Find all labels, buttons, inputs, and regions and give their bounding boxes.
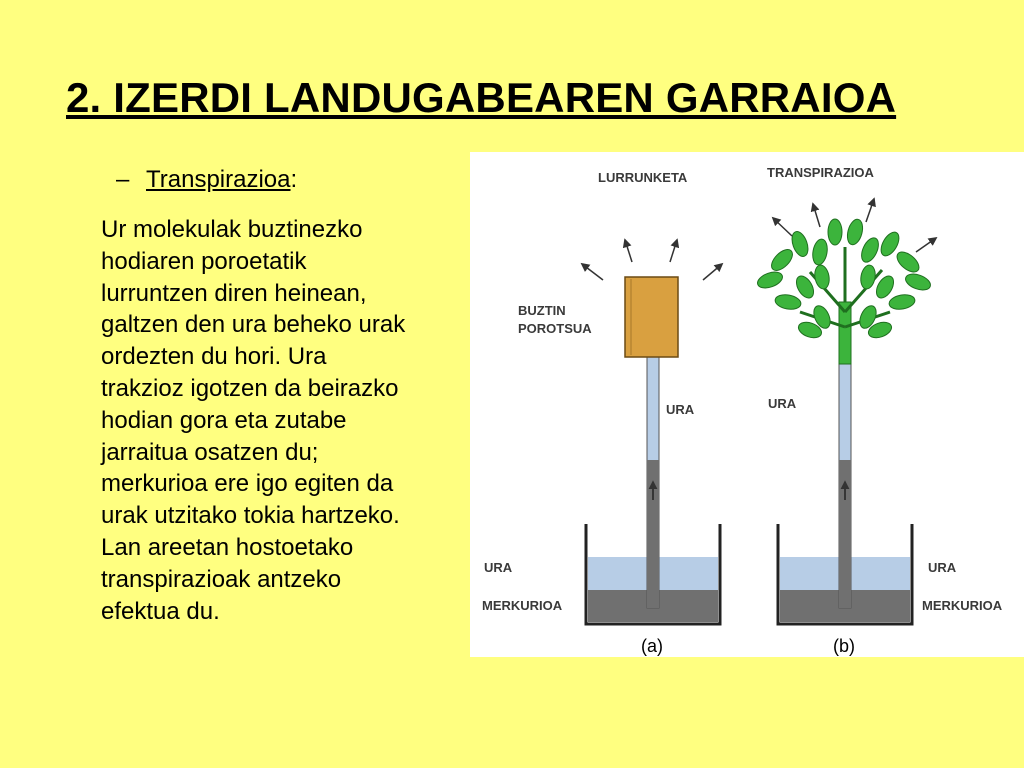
bullet-colon: : <box>290 166 298 193</box>
label-ura-left: URA <box>484 560 513 575</box>
transpiration-diagram <box>470 152 1024 657</box>
caption-a: (a) <box>641 636 663 656</box>
caption-b: (b) <box>833 636 855 656</box>
body-line: urak utzitako tokia hartzeko. <box>101 502 400 530</box>
plant-shoot <box>755 218 932 364</box>
apparatus-a <box>482 170 722 656</box>
body-line: trakzioz igotzen da beirazko <box>101 374 399 402</box>
label-ura-tube-b: URA <box>768 396 797 411</box>
body-line: Ur molekulak buztinezko <box>101 216 363 243</box>
body-paragraph <box>101 214 471 627</box>
label-ura-right: URA <box>928 560 957 575</box>
body-line: galtzen den ura beheko urak <box>101 311 406 339</box>
label-ura-tube-a: URA <box>666 402 695 417</box>
porous-clay-cup <box>625 277 678 357</box>
body-line: Lan areetan hostoetako <box>101 533 354 561</box>
body-line: lurruntzen diren heinean, <box>101 279 367 307</box>
body-line: hodian gora eta zutabe <box>101 406 347 434</box>
body-line: efektua du. <box>101 597 220 625</box>
body-line: merkurioa ere igo egiten da <box>101 470 394 498</box>
body-line: jarraitua osatzen du; <box>101 438 319 466</box>
body-line: ordezten du hori. Ura <box>101 343 327 371</box>
label-transpirazioa: TRANSPIRAZIOA <box>767 165 874 180</box>
transpiration-figure <box>470 152 1024 657</box>
label-lurrunketa: LURRUNKETA <box>598 170 688 185</box>
body-line: transpirazioak antzeko <box>101 565 342 593</box>
label-buztin: BUZTIN <box>518 303 566 318</box>
bullet-item <box>116 166 297 194</box>
bullet-term: Transpirazioa <box>146 166 291 193</box>
bullet-dash: – <box>116 166 130 193</box>
label-merkurioa-left: MERKURIOA <box>482 598 563 613</box>
label-porotsua: POROTSUA <box>518 321 592 336</box>
body-line: hodiaren poroetatik <box>101 247 307 275</box>
evaporation-arrows <box>582 240 722 280</box>
apparatus-b <box>755 165 1002 656</box>
label-merkurioa-right: MERKURIOA <box>922 598 1003 613</box>
slide-title: 2. IZERDI LANDUGABEAREN GARRAIOA <box>66 74 897 121</box>
